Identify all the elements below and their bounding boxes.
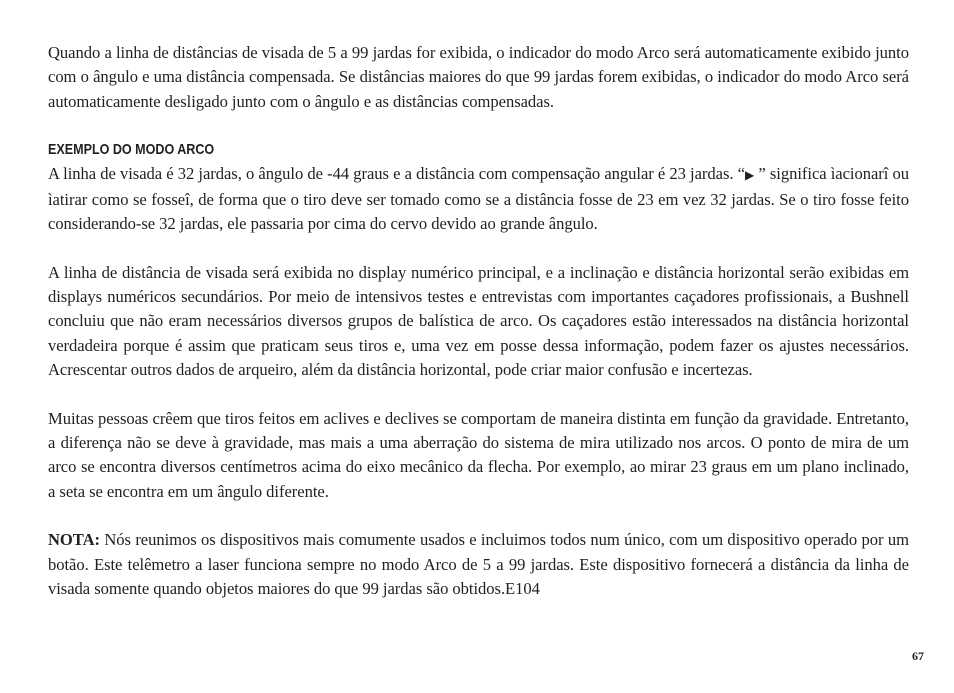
- paragraph-note: [48, 528, 909, 601]
- example-text-start: A linha de visada é 32 jardas, o ângulo de -44 graus e a distância com compensação angular é 23 jardas. “: [48, 164, 745, 184]
- note-label: NOTA:: [48, 530, 100, 550]
- section-heading: EXEMPLO DO MODO ARCO: [48, 142, 215, 159]
- spacer: [48, 504, 909, 529]
- paragraph-gravity: Muitas pessoas crêem que tiros feitos em aclives e declives se comportam de maneira distinta em função da gravidade. Entretanto, a diferença não se deve à gravidade, mas mais a uma aberração do sistema de mira utilizado nos arcos. O ponto de mira de um arco se encontra diversos centímetros acima do eixo mecânico da flecha. Por exemplo, ao mirar 23 graus em um plano inclinado, a seta se encontra em um ângulo diferente.: [48, 408, 909, 501]
- note-text: Nós reunimos os dispositivos mais comumente usados e incluimos todos num único, com um dispositivo operado por um botão. Este telêmetro a laser funciona sempre no modo Arco de 5 a 99 jardas. Este dispositivo fornecerá a distância da linha de visada somente quando objetos maiores do que 99 jardas são obtidos.E104: [48, 530, 909, 599]
- spacer: [48, 114, 909, 139]
- paragraph-bow-mode-indicator: Quando a linha de distâncias de visada de 5 a 99 jardas for exibida, o indicador do modo Arco será automaticamente exibido junto com o ângulo e uma distância compensada. Se distâncias maiores do que 99 jardas forem exibidas, o indicador do modo Arco será automaticamente desligado junto com o ângulo e as distâncias compensadas.: [48, 43, 909, 111]
- spacer: [48, 382, 909, 407]
- spacer: [48, 236, 909, 261]
- page-number: 67: [912, 649, 924, 663]
- paragraph-example: [48, 162, 909, 236]
- document-body: [48, 41, 909, 601]
- right-triangle-icon: ▶: [744, 168, 755, 183]
- example-text-end: ” significa ìacionarî ou ìatirar como se fosseî, de forma que o tiro deve ser tomado como se a distância fosse de 23 em vez 32 jardas. Se o tiro fosse feito considerando-se 32 jardas, ele passaria por cima do cervo devido ao grande ângulo.: [48, 164, 909, 233]
- paragraph-display-info: A linha de distância de visada será exibida no display numérico principal, e a inclinação e distância horizontal serão exibidas em displays numéricos secundários. Por meio de intensivos testes e entrevistas com importantes caçadores profissionais, a Bushnell concluiu que não eram necessários diversos grupos de balística de arco. Os caçadores estão interessados na distância horizontal verdadeira porque é assim que praticam seus tiros e, uma vez em posse dessa informação, podem fazer os ajustes necessários. Acrescentar outros dados de arqueiro, além da distância horizontal, pode criar maior confusão e incertezas.: [48, 262, 909, 379]
